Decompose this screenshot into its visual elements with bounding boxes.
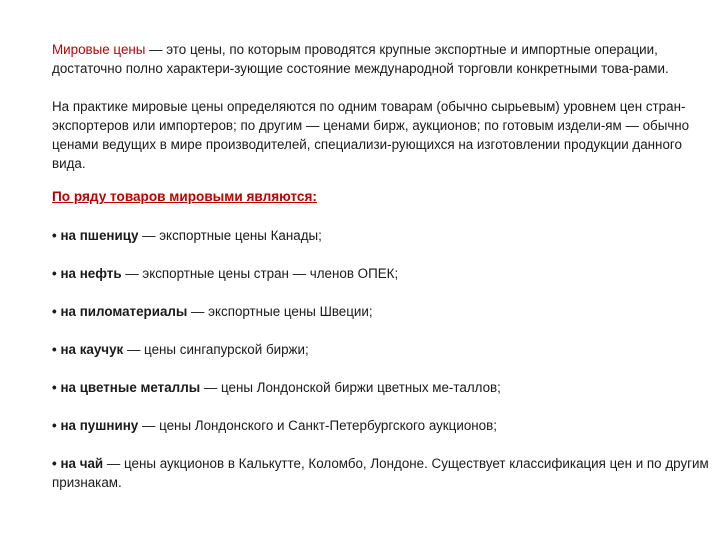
list-heading: По ряду товаров мировыми являются: [52, 189, 317, 204]
list-item [52, 302, 712, 321]
bullet-icon: • [52, 228, 57, 243]
list-item [52, 264, 712, 283]
bullet-icon: • [52, 342, 57, 357]
item-text: — экспортные цены стран — членов ОПЕК; [121, 266, 399, 281]
practice-paragraph: На практике мировые цены определяются по одним товарам (обычно сырьевым) уровнем цен стран-экспортеров или импортеров; по другим — ценами бирж, аукционов; по готовым издели-ям — обычно ценами ведущих в мире производителей, специализи-рующихся на изготовлении продукции данного вида. [52, 99, 690, 171]
intro-text: — это цены, по которым проводятся крупные экспортные и импортные операции, достаточно полно характери-зующие состояние международной торговли конкретными това-рами. [52, 42, 669, 76]
bullet-icon: • [52, 456, 57, 471]
item-text: — экспортные цены Канады; [138, 228, 322, 243]
slide-content [52, 40, 712, 511]
intro-term: Мировые цены [52, 42, 146, 57]
list-item [52, 416, 712, 435]
item-text: — цены аукционов в Калькутте, Коломбо, Лондоне. Существует классификация цен и по другим признакам. [52, 456, 709, 490]
bullet-icon: • [52, 418, 57, 433]
item-text: — цены Лондонской биржи цветных ме-таллов; [200, 380, 501, 395]
commodity-list [52, 226, 712, 492]
item-commodity: на цветные металлы [60, 380, 201, 395]
list-item [52, 454, 712, 492]
bullet-icon: • [52, 266, 57, 281]
list-item [52, 378, 712, 397]
intro-paragraph [52, 40, 712, 78]
item-commodity: на пиломатериалы [60, 304, 188, 319]
item-commodity: на каучук [60, 342, 124, 357]
item-commodity: на пушнину [60, 418, 139, 433]
item-commodity: на чай [60, 456, 104, 471]
item-text: — цены сингапурской биржи; [123, 342, 309, 357]
bullet-icon: • [52, 304, 57, 319]
item-text: — экспортные цены Швеции; [187, 304, 373, 319]
bullet-icon: • [52, 380, 57, 395]
item-commodity: на нефть [60, 266, 122, 281]
list-item [52, 340, 712, 359]
item-commodity: на пшеницу [60, 228, 139, 243]
item-text: — цены Лондонского и Санкт-Петербургского аукционов; [138, 418, 497, 433]
list-item [52, 226, 712, 245]
